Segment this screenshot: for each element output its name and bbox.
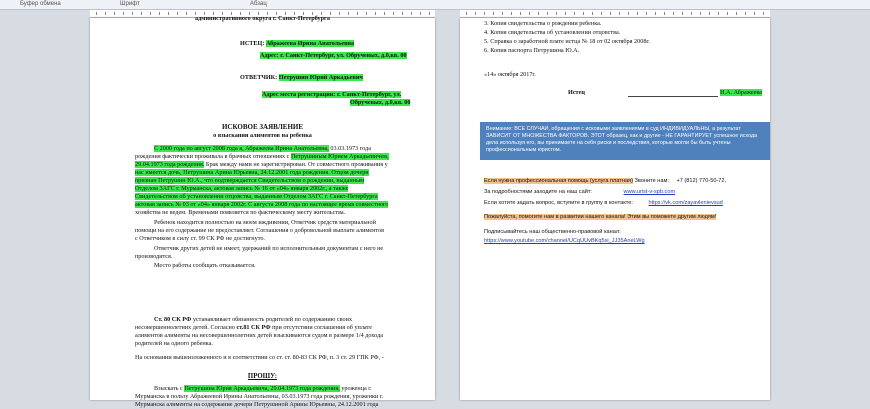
attachment-item-3: 3. Копия свидетельства о рождении ребенка. <box>484 20 602 27</box>
defendant-address-line2: Обручевых, д.0,кв. 00 <box>350 99 411 106</box>
site-link[interactable]: www.urist-v-spb.com <box>623 189 676 195</box>
document-page-1[interactable] <box>90 15 435 408</box>
ruler-tick <box>763 12 764 15</box>
attachment-item-6: 6. Копия паспорта Петрушина Ю.А. <box>484 47 580 54</box>
attachment-item-5: 5. Справка о заработной плате истца № 18 от 02 октября 2008г. <box>484 38 650 45</box>
ruler-tick <box>655 12 656 15</box>
ruler-tick <box>520 12 521 15</box>
ruler-tick <box>610 12 611 15</box>
paragraph-1-line-7: Свидетельством об установлении отцовства, выданным Отделом ЗАГС г. Санкт-Петербурга <box>135 193 378 200</box>
defendant-name: Петрушин Юрий Аркадьевич <box>278 74 363 81</box>
paragraph-4: Место работы сообщать отказывается. <box>154 262 256 269</box>
youtube-link[interactable]: https://www.youtube.com/channel/UCqUUvBKq5si_JJ35AneLWg <box>484 238 645 244</box>
paragraph-1-line-9: хозяйства не ведем. Временами появляется по фактическому месту жительства. <box>135 209 346 216</box>
signature-name: И.А. Абражеева <box>720 89 762 96</box>
document-date: «14» октября 2017г. <box>484 71 536 78</box>
ruler-tick <box>619 12 620 15</box>
defendant-block <box>240 74 363 82</box>
ribbon-group-paragraph[interactable]: Абзац <box>250 1 267 7</box>
horizontal-ruler-right[interactable] <box>460 10 770 18</box>
ruler-tick <box>664 12 665 15</box>
help-request: Пожалуйста, помогите нам в развитии нашего канала! Этим вы поможете другим людям! <box>484 214 717 220</box>
ad-line-help: Если нужна профессиональная помощь (услуга платная) Звоните нам: +7 (812) 770-50-72, <box>484 178 727 184</box>
ruler-tick <box>709 12 710 15</box>
ad-line-vk: Если хотите задать вопрос, вступите в группу в контакте: https://vk.com/zayavlenievsud <box>484 200 723 206</box>
ruler-tick <box>727 12 728 15</box>
ruler-tick <box>691 12 692 15</box>
signature-line <box>628 96 718 97</box>
ruler-tick <box>754 12 755 15</box>
ruler-tick <box>547 12 548 15</box>
paragraph-1-line-1: С 2000 года по август 2008 года я, Абражеева Ирина Анатольевна, 03.03.1973 года <box>154 145 371 152</box>
plaintiff-name: Абражеева Ирина Анатольевна <box>265 40 355 47</box>
plaintiff-label: ИСТЕЦ: <box>240 40 265 47</box>
ruler-tick <box>583 12 584 15</box>
paragraph-3-line-1: Ответчик других детей не имеет, удержаний по исполнительным документам с него не <box>154 245 384 252</box>
ruler-tick <box>484 12 485 15</box>
document-page-2[interactable] <box>460 18 770 400</box>
attachment-item-4: 4. Копия свидетельства об установлении отцовства. <box>484 29 621 36</box>
ribbon-group-clipboard[interactable]: Буфер обмена <box>20 1 61 7</box>
ruler-tick <box>556 12 557 15</box>
ruler-tick <box>682 12 683 15</box>
ad-line-site: За подробностями заходите на наш сайт: www.urist-v-spb.com <box>484 189 676 195</box>
request-line-1: Взыскать с Петрушина Юрия Аркадьевича, 29.04.1973 года рождения, уроженца г. <box>154 385 372 392</box>
vk-link[interactable]: https://vk.com/zayavlenievsud <box>648 200 723 206</box>
court-header: административного округа г. Санкт-Петербурга <box>195 15 330 22</box>
ruler-tick <box>493 12 494 15</box>
plaintiff-block <box>240 40 354 48</box>
paragraph-1-line-2: рождения фактически проживала в брачных отношениях с Петрушиным Юрием Аркадьевичем, <box>135 153 389 160</box>
paragraph-3-line-2: производится. <box>135 253 173 260</box>
basis-line: На основании вышеизложенного и в соответствии со ст. ст. 80-83 СК РФ, п. 3 ст. 29 ГПК РФ, - <box>135 354 384 361</box>
request-heading: ПРОШУ: <box>247 373 278 380</box>
paragraph-1-line-3: 29.04.1973 года рождения. Брак между нами не зарегистрирован. От совместного проживания у <box>135 161 388 168</box>
plaintiff-address: Адрес: г. Санкт-Петербург, ул. Обручевых, д.0,кв. 00 <box>260 52 407 59</box>
ruler-tick <box>700 12 701 15</box>
ruler-tick <box>466 12 467 15</box>
ribbon-group-font[interactable]: Шрифт <box>120 1 140 7</box>
law-line-3: алиментов алименты на несовершеннолетних детей взыскиваются судом в размере 1/4 дохода <box>135 332 383 339</box>
ruler-tick <box>565 12 566 15</box>
paragraph-1-line-4: нас имеется дочь, Петрушина Арина Юрьевна, 24.12.2001 года рождения. Отцом дочери <box>135 169 369 176</box>
ribbon-group-labels <box>0 0 870 10</box>
paragraph-2-line-2: помощи на его содержание не предоставляет. Соглашения о добровольной выплате алиментов <box>135 227 385 234</box>
paragraph-2-line-1: Ребенок находится полностью на моем иждивении, Ответчик средств материальной <box>154 219 376 226</box>
request-line-3: Мурманска алименты на содержание дочери Петрушиной Арины Юрьевны, 24.12.2001 года <box>135 401 379 408</box>
ruler-tick <box>646 12 647 15</box>
paragraph-1-line-5: признан Петрушин Ю.А., что подтверждается Свидетельством о рождении, выданным <box>135 177 365 184</box>
document-title: ИСКОВОЕ ЗАЯВЛЕНИЕ <box>221 123 304 131</box>
warning-banner: Внимание: ВСЕ СЛУЧАИ, обращения с исковыми заявлениями в суд ИНДИВИДУАЛЬНЫ, а результат ЗАВИСИТ ОТ МНОЖЕСТВА ФАКТОРОВ. ЭТОТ образец, как и другие - НЕ ГАРАНТИРУЕТ успешное исхода дела используя его, вы принимаете на себя риски и последствия, которые могли бы быть учтены профессиональным юристом. <box>480 122 770 160</box>
ruler-tick <box>601 12 602 15</box>
ruler-tick <box>538 12 539 15</box>
ruler-tick <box>574 12 575 15</box>
subscribe-text: Подписывайтесь наш общественно-правовой канал: <box>484 229 621 235</box>
paragraph-1-line-8: актовая запись № 03 от «04» января 2002г. С августа 2008 года по настоящее время совместного <box>135 201 389 208</box>
paragraph-1-line-6: Отделом ЗАГС г. Мурманска, актовая запись № 16 от «04» января 2002г., а также <box>135 185 349 192</box>
law-line-4: родителей на одного ребенка. <box>135 340 213 347</box>
ruler-tick <box>718 12 719 15</box>
signature-label: Истец <box>568 89 585 96</box>
defendant-label: ОТВЕТЧИК: <box>240 74 278 81</box>
ruler-tick <box>628 12 629 15</box>
request-line-2: Мурманска в пользу Абражеевой Ирины Анатольевны, 03.03.1973 года рождения, уроженки г. <box>135 393 384 400</box>
document-subtitle: о взыскании алиментов на ребенка <box>213 132 312 139</box>
ruler-tick <box>745 12 746 15</box>
ruler-tick <box>529 12 530 15</box>
ruler-tick <box>673 12 674 15</box>
ruler-tick <box>637 12 638 15</box>
law-line-1: Ст. 80 СК РФ устанавливает обязанность родителей по содержанию своих <box>154 316 353 323</box>
ruler-tick <box>475 12 476 15</box>
ruler-tick <box>736 12 737 15</box>
ruler-tick <box>592 12 593 15</box>
paragraph-2-line-3: с Ответчиком в силу ст. 99 СК РФ не достигнуто. <box>135 235 265 242</box>
law-line-2: несовершеннолетних детей. Согласно ст.81 СК РФ при отсутствии соглашения об уплате <box>135 324 372 331</box>
defendant-address-line1: Адрес места регистрации: г. Санкт-Петербург, ул. <box>262 91 402 98</box>
ruler-tick <box>511 12 512 15</box>
ruler-tick <box>502 12 503 15</box>
